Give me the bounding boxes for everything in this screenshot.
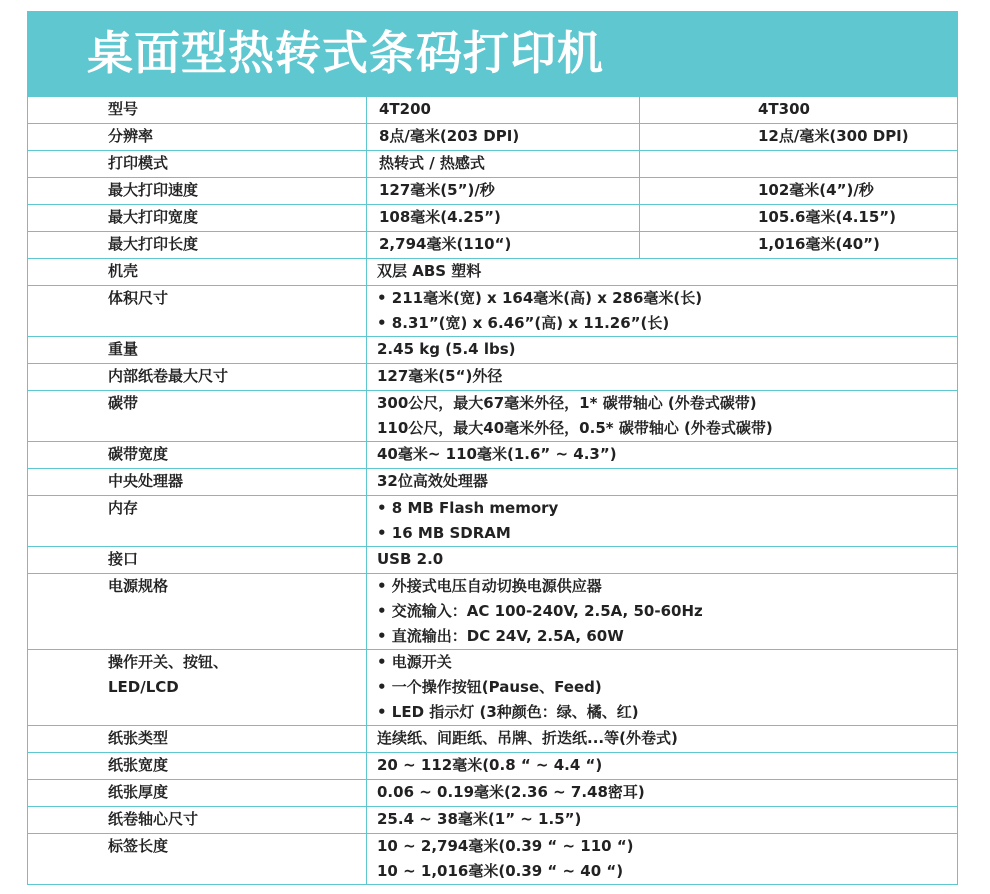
row-label: 体积尺寸	[28, 286, 367, 337]
table-row	[28, 547, 958, 574]
row-label: 电源规格	[28, 574, 367, 650]
row-label: 分辨率	[28, 124, 367, 151]
cell-value: • 8 MB Flash memory • 16 MB SDRAM	[367, 496, 958, 547]
table-row	[28, 650, 958, 726]
row-label: 内存	[28, 496, 367, 547]
table-row	[28, 205, 958, 232]
row-label: 最大打印长度	[28, 232, 367, 259]
table-row	[28, 442, 958, 469]
table-row	[28, 496, 958, 547]
cell-value: 25.4 ~ 38毫米(1” ~ 1.5”)	[367, 807, 958, 834]
table-row	[28, 286, 958, 337]
cell-4t200: 热转式 / 热感式	[367, 151, 640, 178]
row-label: 标签长度	[28, 834, 367, 885]
table-row	[28, 259, 958, 286]
cell-4t300: 102毫米(4”)/秒	[640, 178, 958, 205]
spec-table	[27, 96, 958, 885]
table-row	[28, 726, 958, 753]
cell-value: 10 ~ 2,794毫米(0.39 “ ~ 110 “) 10 ~ 1,016毫米(0.39 “ ~ 40 “)	[367, 834, 958, 885]
row-label: 纸张厚度	[28, 780, 367, 807]
row-label: 纸张宽度	[28, 753, 367, 780]
cell-4t200: 2,794毫米(110“)	[367, 232, 640, 259]
table-row	[28, 124, 958, 151]
row-label: 接口	[28, 547, 367, 574]
title-banner	[27, 11, 958, 96]
table-row	[28, 97, 958, 124]
row-label: 最大打印宽度	[28, 205, 367, 232]
row-label: 最大打印速度	[28, 178, 367, 205]
row-label: 型号	[28, 97, 367, 124]
cell-value: 20 ~ 112毫米(0.8 “ ~ 4.4 “)	[367, 753, 958, 780]
cell-4t200: 127毫米(5”)/秒	[367, 178, 640, 205]
row-label: 中央处理器	[28, 469, 367, 496]
table-row	[28, 391, 958, 442]
table-row	[28, 753, 958, 780]
row-label: 碳带宽度	[28, 442, 367, 469]
cell-4t300: 4T300	[640, 97, 958, 124]
table-row	[28, 151, 958, 178]
cell-value: 127毫米(5“)外径	[367, 364, 958, 391]
cell-value: 0.06 ~ 0.19毫米(2.36 ~ 7.48密耳)	[367, 780, 958, 807]
row-label: 纸卷轴心尺寸	[28, 807, 367, 834]
page-title: 桌面型热转式条码打印机	[87, 26, 604, 80]
cell-4t200: 4T200	[367, 97, 640, 124]
cell-4t200: 108毫米(4.25”)	[367, 205, 640, 232]
row-label: 内部纸卷最大尺寸	[28, 364, 367, 391]
cell-value: • 外接式电压自动切换电源供应器 • 交流输入：AC 100-240V, 2.5A, 50-60Hz • 直流输出：DC 24V, 2.5A, 60W	[367, 574, 958, 650]
cell-value: 连续纸、间距纸、吊牌、折迭纸...等(外卷式)	[367, 726, 958, 753]
table-row	[28, 469, 958, 496]
cell-4t300	[640, 151, 958, 178]
cell-value: • 211毫米(宽) x 164毫米(高) x 286毫米(长) • 8.31”(宽) x 6.46”(高) x 11.26”(长)	[367, 286, 958, 337]
cell-value: USB 2.0	[367, 547, 958, 574]
cell-4t300: 12点/毫米(300 DPI)	[640, 124, 958, 151]
cell-value: 2.45 kg (5.4 lbs)	[367, 337, 958, 364]
table-row	[28, 834, 958, 885]
cell-4t200: 8点/毫米(203 DPI)	[367, 124, 640, 151]
cell-4t300: 105.6毫米(4.15”)	[640, 205, 958, 232]
cell-value: 双层 ABS 塑料	[367, 259, 958, 286]
table-row	[28, 574, 958, 650]
row-label: 碳带	[28, 391, 367, 442]
cell-value: 40毫米~ 110毫米(1.6” ~ 4.3”)	[367, 442, 958, 469]
cell-value: 300公尺，最大67毫米外径，1* 碳带轴心 (外卷式碳带) 110公尺，最大40毫米外径，0.5* 碳带轴心 (外卷式碳带)	[367, 391, 958, 442]
row-label: 重量	[28, 337, 367, 364]
table-row	[28, 337, 958, 364]
row-label: 打印模式	[28, 151, 367, 178]
table-row	[28, 807, 958, 834]
table-row	[28, 364, 958, 391]
table-row	[28, 232, 958, 259]
cell-value: 32位高效处理器	[367, 469, 958, 496]
table-row	[28, 178, 958, 205]
row-label: 机壳	[28, 259, 367, 286]
cell-4t300: 1,016毫米(40”)	[640, 232, 958, 259]
row-label: 纸张类型	[28, 726, 367, 753]
row-label: 操作开关、按钮、 LED/LCD	[28, 650, 367, 726]
table-row	[28, 780, 958, 807]
cell-value: • 电源开关 • 一个操作按钮(Pause、Feed) • LED 指示灯 (3种颜色：绿、橘、红)	[367, 650, 958, 726]
